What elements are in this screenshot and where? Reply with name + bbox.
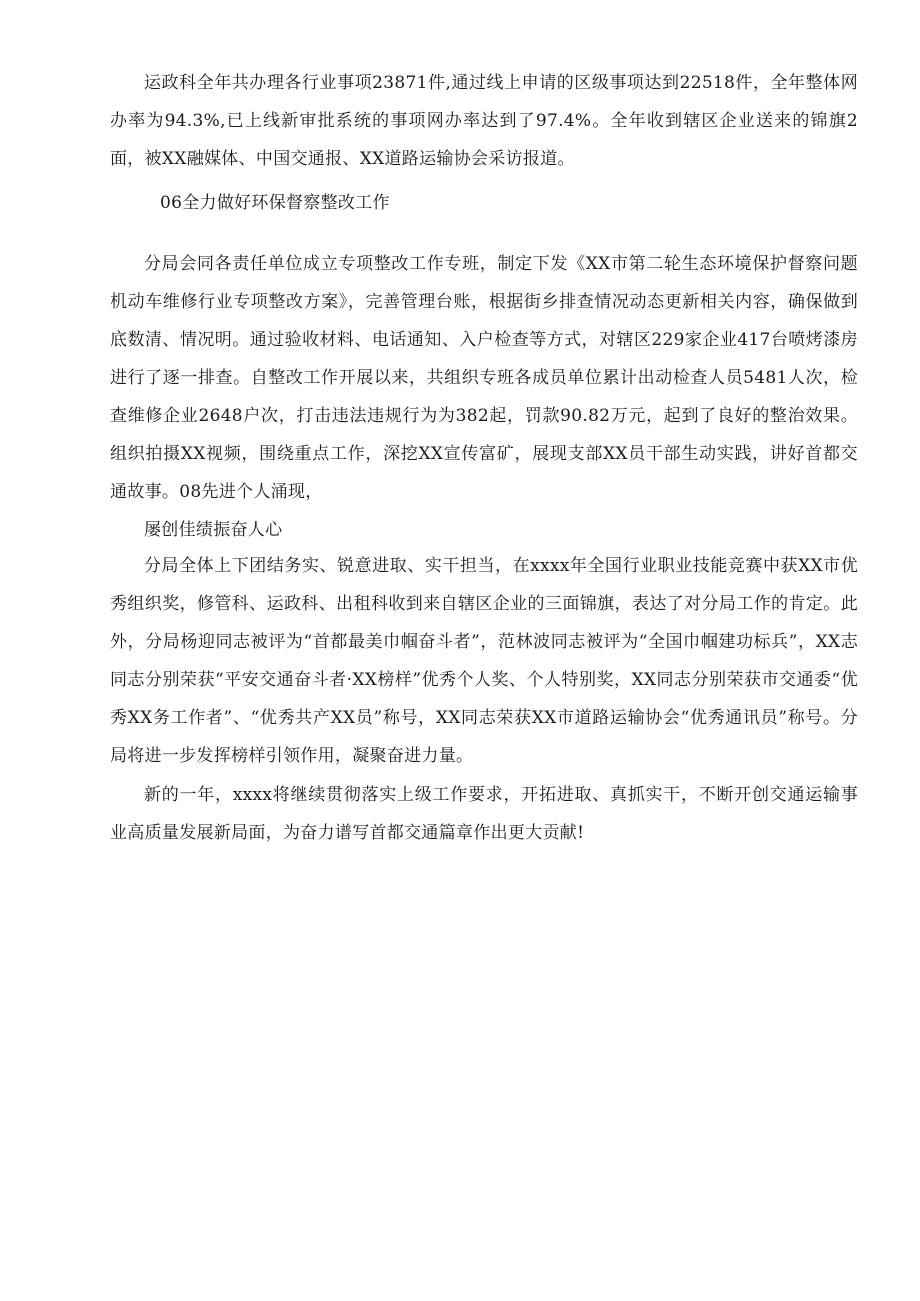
paragraph-rectification-details: 分局会同各责任单位成立专项整改工作专班，制定下发《XX市第二轮生态环境保护督察问题机动车维修行业专项整改方案》，完善管理台账，根据街乡排查情况动态更新相关内容，确保做到底数清、情况明。通过验收材料、电话通知、入户检查等方式，对辖区229家企业417台喷烤漆房进行了逐一排查。自整改工作开展以来，共组织专班各成员单位累计出动检查人员5481人次，检查维修企业2648户次，打击违法违规行为为382起，罚款90.82万元，起到了良好的整治效果。组织拍摄XX视频，围绕重点工作，深挖XX宣传富矿，展现支部XX员干部生动实践，讲好首都交通故事。08先进个人涌现，: [110, 254, 858, 502]
section-heading-achievements: 屡创佳绩振奋人心: [144, 520, 283, 540]
paragraph-honors: 分局全体上下团结务实、锐意进取、实干担当，在xxxx年全国行业职业技能竞赛中获XX市优秀组织奖，修管科、运政科、出租科收到来自辖区企业的三面锦旗，表达了对分局工作的肯定。此外，分局杨迎同志被评为“首都最美巾帼奋斗者”，范林波同志被评为“全国巾帼建功标兵”，XX志同志分别荣获“平安交通奋斗者·XX榜样”优秀个人奖、个人特别奖，XX同志分别荣获市交通委“优秀XX务工作者”、“优秀共产XX员”称号，XX同志荣获XX市道路运输协会“优秀通讯员”称号。分局将进一步发挥榜样引领作用，凝聚奋进力量。: [110, 556, 858, 766]
paragraph-new-year-outlook: 新的一年，xxxx将继续贯彻落实上级工作要求，开拓进取、真抓实干，不断开创交通运输事业高质量发展新局面，为奋力谱写首都交通篇章作出更大贡献!: [110, 785, 858, 843]
section-heading-environmental-rectification: 06全力做好环保督察整改工作: [160, 193, 390, 213]
paragraph-transport-affairs: 运政科全年共办理各行业事项23871件,通过线上申请的区级事项达到22518件，全年整体网办率为94.3%,已上线新审批系统的事项网办率达到了97.4%。全年收到辖区企业送来的锦旗2面，被XX融媒体、中国交通报、XX道路运输协会采访报道。: [110, 73, 858, 169]
